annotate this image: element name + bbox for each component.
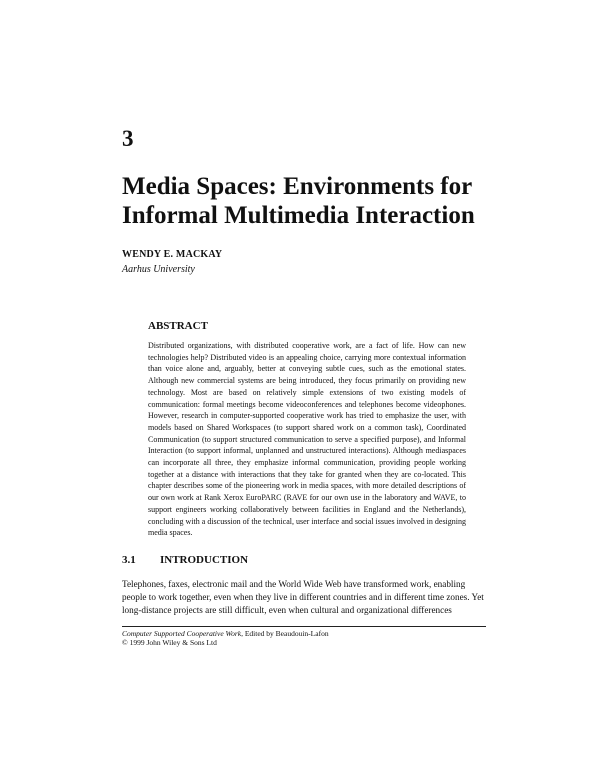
chapter-title: [122, 172, 542, 230]
footer-book-credit: [122, 629, 329, 638]
section-number: 3.1: [122, 554, 136, 566]
footer-divider: [122, 626, 486, 627]
footer-editor: , Edited by Beaudouin-Lafon: [241, 629, 329, 638]
abstract-text: Distributed organizations, with distributed cooperative work, are a fact of life. How can new technologies help? Distributed video is an appealing choice, carrying more contextual information than voice alone and, arguably, better at conveying subtle cues, such as the emotional states. Although new commercial systems are being introduced, they focus primarily on providing new technology. Most are based on relatively simple extensions of two existing models of communication: formal meetings become videoconferences and telephones become videophones. However, research in computer-supported cooperative work has tried to emphasize the user, with models based on Shared Workspaces (to support shared work on a common task), Coordinated Communication (to support structured communication to serve a specified purpose), and Informal Interaction (to support informal, unplanned and unstructured interactions). Although mediaspaces can incorporate all three, they emphasize informal communication, providing people working together at a distance with interactions that they take for granted when they are co-located. This chapter describes some of the pioneering work in media spaces, with more detailed descriptions of our own work at Rank Xerox EuroPARC (RAVE for our own use in the laboratory and WAVE, to support engineers working collaboratively between facilities in England and the Netherlands), concluding with a discussion of the technical, user interface and social issues involved in designing media spaces.: [148, 341, 466, 538]
section-heading: [122, 554, 248, 566]
footer-copyright: © 1999 John Wiley & Sons Ltd: [122, 638, 217, 647]
abstract-heading: ABSTRACT: [148, 320, 208, 332]
introduction-text: Telephones, faxes, electronic mail and the World Wide Web have transformed work, enabling people to work together, even when they live in different countries and in different time zones. Yet long-distance projects are still difficult, even when cultural and organizational differences: [122, 579, 484, 615]
author-affiliation: Aarhus University: [122, 264, 195, 275]
section-title: INTRODUCTION: [160, 554, 249, 566]
chapter-title-line-1: Media Spaces: Environments for: [122, 173, 473, 200]
chapter-title-line-2: Informal Multimedia Interaction: [122, 202, 475, 229]
footer-book-title: Computer Supported Cooperative Work: [122, 629, 242, 638]
chapter-number: 3: [122, 126, 134, 151]
author-name: WENDY E. MACKAY: [122, 249, 223, 260]
